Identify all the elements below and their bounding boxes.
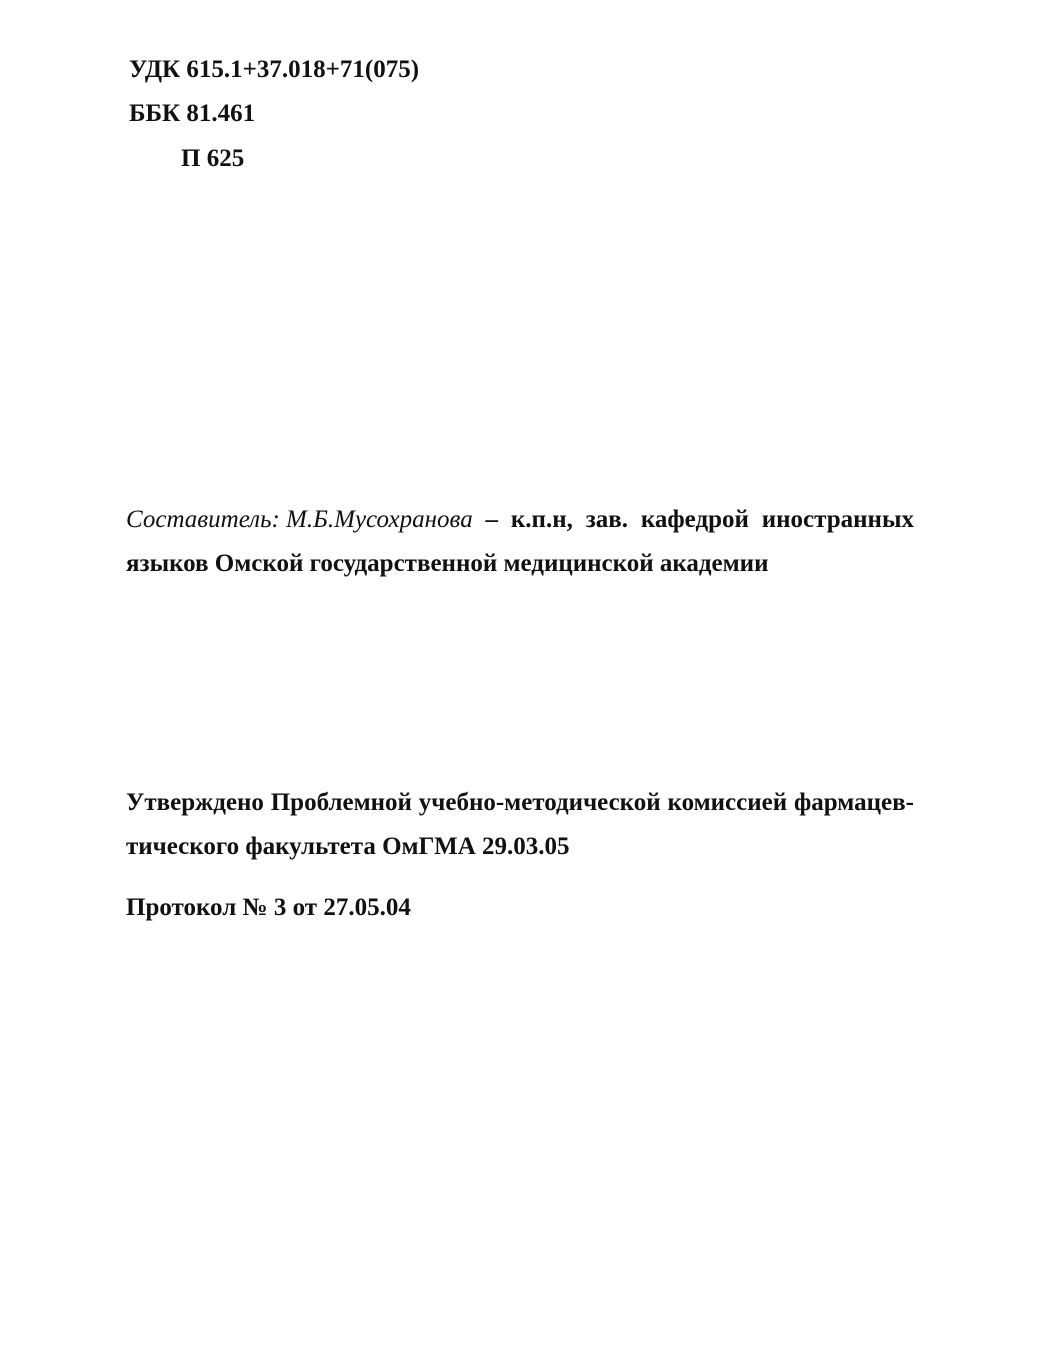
compiler-name: М.Б.Мусохранова (286, 506, 473, 533)
compiler-line-1 (126, 505, 914, 535)
bbk-code: ББК 81.461 (129, 100, 256, 127)
approval-line-1 (126, 788, 914, 818)
compiler-word: к.п.н, (510, 506, 573, 533)
approval-word: фармацев- (793, 789, 914, 816)
approval-word: Утверждено (126, 789, 264, 816)
approval-word: Проблемной (270, 789, 412, 816)
compiler-label-and-name (126, 505, 473, 535)
compiler-word: иностранных (761, 506, 914, 533)
compiler-word: кафедрой (640, 506, 749, 533)
compiler-word: зав. (585, 506, 629, 533)
compiler-line-2: языков Омской государственной медицинской академии (126, 550, 769, 577)
author-mark: П 625 (181, 145, 245, 172)
compiler-dash: – (485, 506, 499, 533)
approval-word: комиссией (667, 789, 788, 816)
protocol-line: Протокол № 3 от 27.05.04 (126, 894, 411, 921)
udk-code: УДК 615.1+37.018+71(075) (129, 56, 420, 83)
approval-word: учебно-методической (418, 789, 661, 816)
approval-line-2: тического факультета ОмГМА 29.03.05 (126, 833, 570, 860)
compiler-label: Составитель: (126, 506, 280, 533)
